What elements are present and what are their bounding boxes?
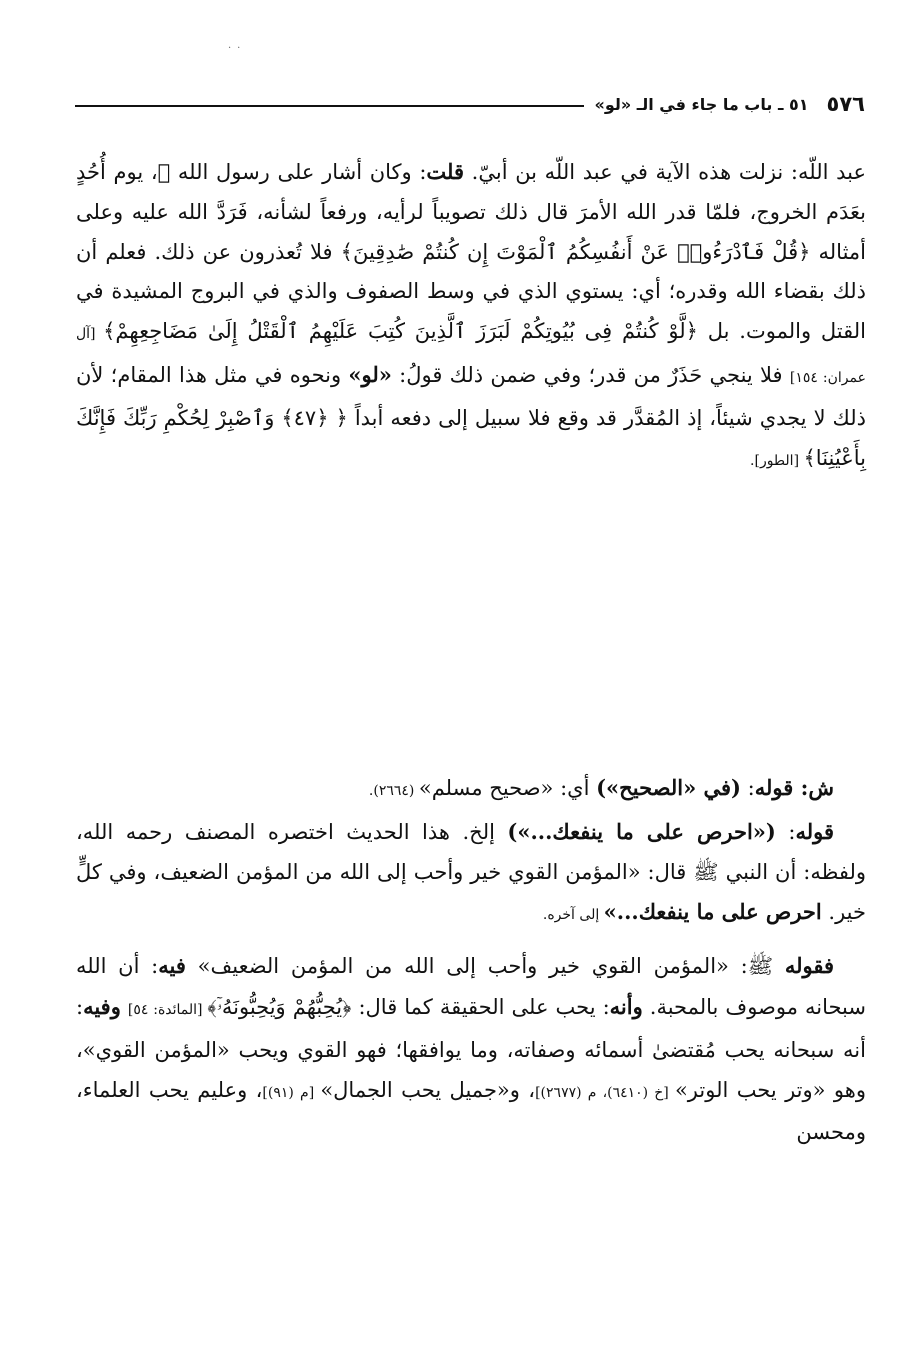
explanation-block — [76, 768, 866, 1153]
citation: [الطور]. — [750, 452, 804, 469]
bold-term: فيه — [158, 953, 186, 979]
bold-term: قوله — [754, 775, 794, 800]
text-run: : — [740, 776, 755, 800]
running-title: ٥١ ـ باب ما جاء في الـ «لو» — [594, 94, 809, 114]
citation: [آل عمران: ١٥٤] — [76, 326, 866, 386]
citation: إلى آخره. — [542, 907, 604, 924]
quran-verse: ﴿قُلْ فَٱدْرَءُوا۟ عَنْ أَنفُسِكُمُ ٱلْمَوْتَ إِن كُنتُمْ صَٰدِقِينَ﴾ — [340, 239, 811, 264]
paragraph-commentary — [76, 946, 866, 1153]
text-run: عبد اللّه: نزلت هذه الآية في عبد اللّه بن أبيّ. — [464, 160, 866, 184]
bold-term: («احرص على ما ينفعك...») — [507, 818, 776, 844]
quran-verse: ﴿يُحِبُّهُمْ وَيُحِبُّونَهُۥٓ﴾ — [207, 994, 352, 1019]
text-run: ، وعليم يحب العلماء، ومحسن — [76, 1077, 866, 1145]
paragraph — [76, 152, 866, 481]
bold-term: ش: — [793, 775, 834, 800]
text-run: إلخ. هذا الحديث اختصره المصنف رحمه الله، ولفظه: أن النبي ﷺ قال: «المؤمن القوي خير وأحب إلى الله من المؤمن الضعيف، وفي كلٍّ خير. — [76, 819, 866, 925]
header-rule — [75, 105, 584, 107]
text-run: : — [775, 819, 796, 844]
text-run: : يحب على الحقيقة كما قال: — [351, 994, 610, 1019]
text-run — [121, 995, 128, 1019]
top-marks: .. — [228, 40, 247, 51]
citation: (٢٦٦٤). — [368, 783, 419, 799]
text-run: : أن الله سبحانه موصوف بالمحبة. — [76, 954, 866, 1019]
bold-term: «لو» — [348, 361, 392, 387]
citation: [المائدة: ٥٤] — [127, 1001, 208, 1018]
quoted-commentary-block — [76, 152, 866, 481]
bold-term: (في «الصحيح») — [596, 775, 741, 800]
bold-term: احرص على ما ينفعك...» — [603, 899, 822, 925]
text-run: فلا ينجي حَذَرٌ من قدر؛ وفي ضمن ذلك قولُ: — [391, 362, 790, 387]
bold-term: وفيه — [83, 993, 121, 1019]
text-run: : وكان أشار على رسول الله ﷺ، يوم أُحُدٍ بعَدَم الخروج، فلمّا قدر الله الأمرَ قال ذلك تصويباً لرأيه، ورفعاً لشأنه، فَرَدَّ الله عليه وعلى أمثاله — [76, 160, 866, 264]
quran-verse: ﴿ ﴿٤٧﴾ وَٱصْبِرْ لِحُكْمِ رَبِّكَ فَإِنَّكَ بِأَعْيُنِنَا﴾ — [76, 405, 866, 470]
bold-term: فقوله — [784, 953, 834, 979]
page-header — [75, 86, 865, 122]
paragraph-hadith — [76, 812, 866, 936]
bold-term: قلت — [426, 159, 465, 184]
bold-term: قوله — [795, 818, 834, 844]
text-run: : أنه سبحانه يحب مُقتضىٰ أسمائه وصفاته، وما يوافقها؛ فهو القوي ويحب «المؤمن القوي»، وهو «وتر يحب الوتر» — [76, 994, 866, 1102]
text-run: ، و«جميل يحب الجمال» — [320, 1077, 536, 1102]
page-number: ٥٧٦ — [826, 92, 865, 116]
citation: [خ (٦٤١٠)، م (٢٦٧٧)] — [535, 1084, 675, 1101]
paragraph-source — [76, 768, 866, 812]
citation: [م (٩١)] — [262, 1084, 321, 1101]
text-run: فلا تُعذرون عن ذلك. فعلم أن ذلك بقضاء الله وقدره؛ أي: يستوي الذي في وسط الصفوف والذي في البروج المشيدة في القتل والموت. بل — [76, 239, 866, 344]
bold-term: وأنه — [609, 993, 643, 1019]
text-run: ﷺ: «المؤمن القوي خير وأحب إلى الله من المؤمن الضعيف» — [185, 954, 785, 979]
text-run: ونحوه في مثل هذا المقام؛ لأن ذلك لا يجدي شيئاً، إذ المُقدَّر قد وقع فلا سبيل إلى دفعه أبداً — [76, 362, 866, 430]
text-run: أي: «صحيح مسلم» — [418, 776, 597, 800]
quran-verse: ﴿لَّوْ كُنتُمْ فِى بُيُوتِكُمْ لَبَرَزَ ٱلَّذِينَ كُتِبَ عَلَيْهِمُ ٱلْقَتْلُ إِلَىٰ مَضَاجِعِهِمْ﴾ — [103, 319, 698, 344]
